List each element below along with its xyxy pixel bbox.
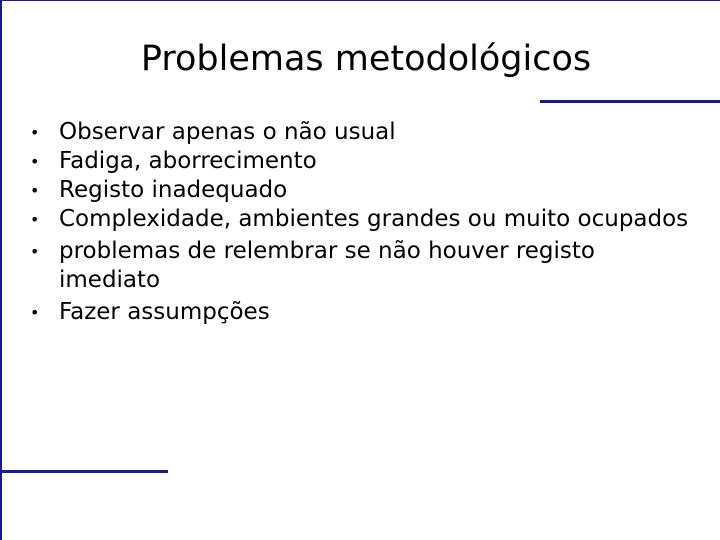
bullet-item-registo	[30, 176, 690, 205]
bullet-item-fadiga	[30, 147, 690, 176]
title-accent-line	[540, 100, 720, 103]
bullet-dot-icon: •	[30, 242, 40, 261]
bullet-dot-icon: •	[30, 303, 40, 322]
bullet-item-complexidade	[30, 205, 690, 234]
bullet-dot-icon: •	[30, 152, 40, 171]
footer-accent-line	[0, 470, 168, 473]
bullet-text: problemas de relembrar se não houver registo imediato	[59, 238, 595, 293]
bullet-dot-icon: •	[30, 181, 40, 200]
bullet-dot-icon: •	[30, 210, 40, 229]
bullet-item-assumpcoes	[30, 298, 690, 327]
bullet-list	[30, 118, 690, 327]
bullet-text: Registo inadequado	[59, 177, 288, 203]
slide-top-border	[0, 0, 720, 1]
bullet-dot-icon: •	[30, 123, 40, 142]
bullet-text: Complexidade, ambientes grandes ou muito ocupados	[59, 206, 689, 232]
bullet-item-relembrar	[30, 237, 690, 295]
bullet-text: Fadiga, aborrecimento	[59, 148, 317, 174]
bullet-item-observar	[30, 118, 690, 147]
slide-title: Problemas metodológicos	[140, 39, 592, 79]
bullet-text: Observar apenas o não usual	[59, 119, 396, 145]
bullet-text: Fazer assumpções	[59, 299, 270, 325]
